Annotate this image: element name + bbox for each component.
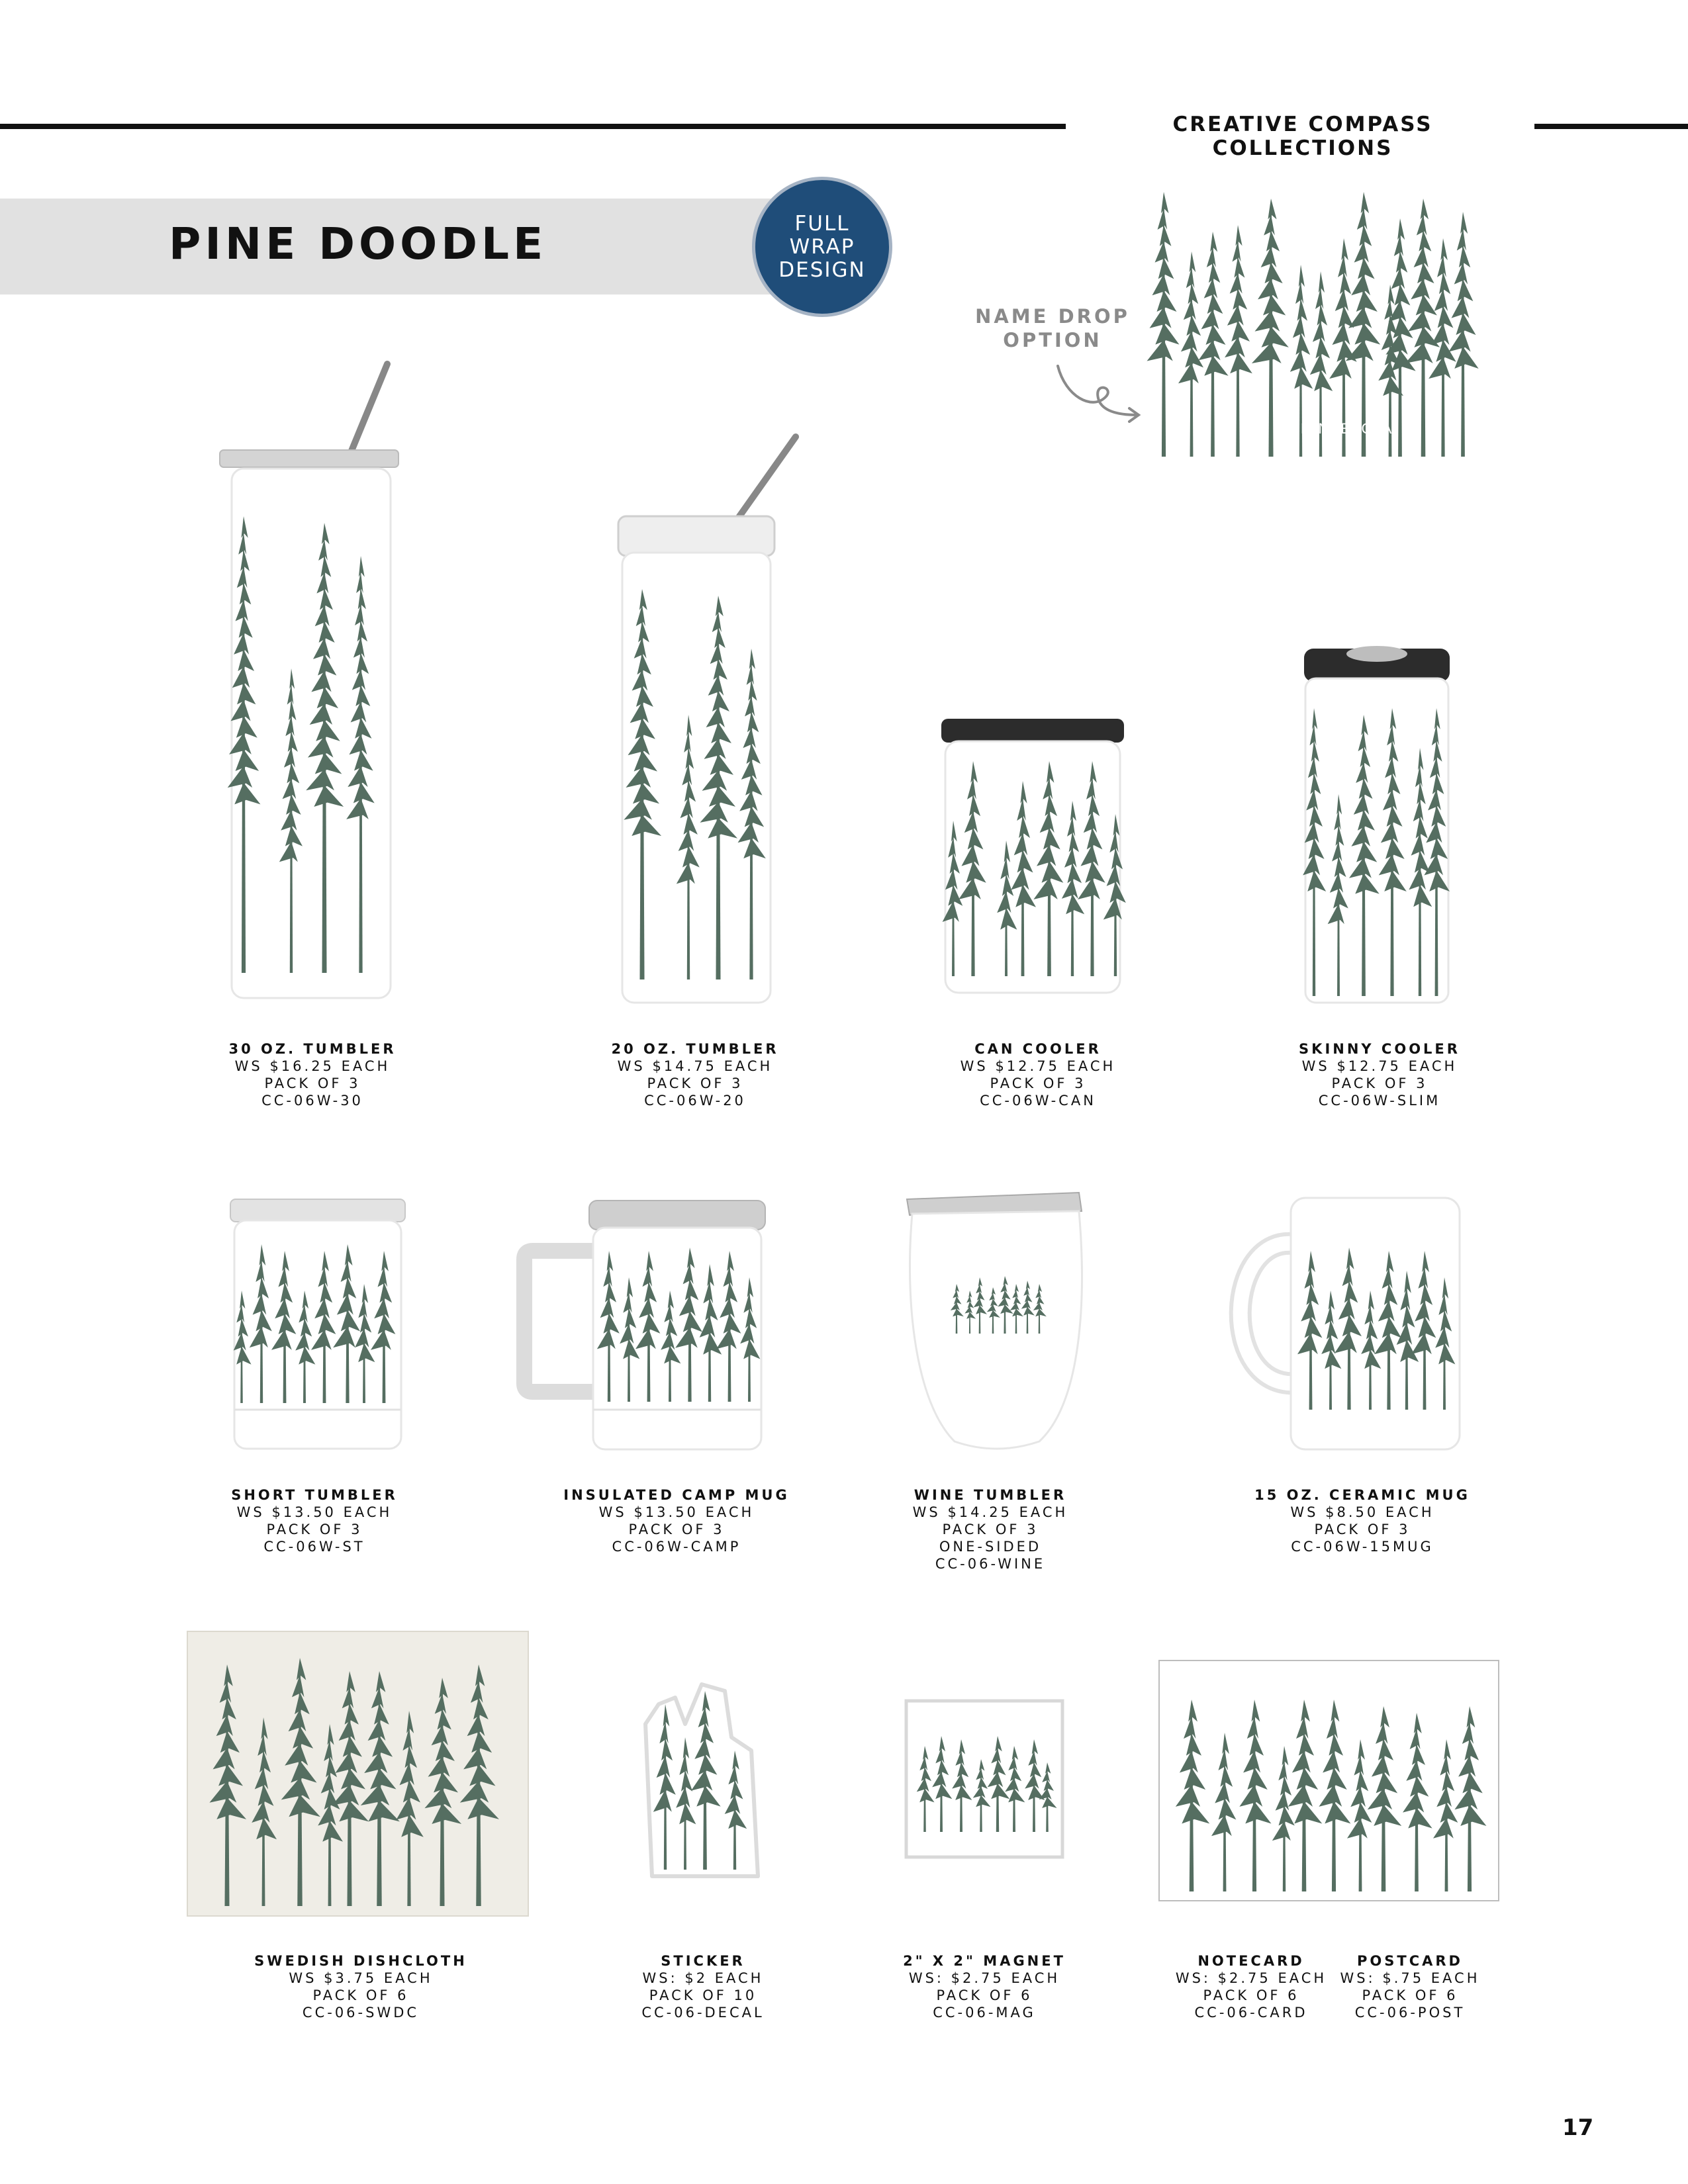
product-sku: CC-06W-SLIM <box>1318 1093 1441 1109</box>
full-wrap-badge <box>752 177 892 317</box>
product-sku: CC-06-POST <box>1354 2005 1466 2021</box>
header-rule-left <box>0 124 1066 129</box>
product-sku: CC-06W-30 <box>261 1093 363 1109</box>
caption-notecard <box>1152 1952 1350 2021</box>
product-pack: PACK OF 3 <box>628 1522 725 1537</box>
product-pack: PACK OF 6 <box>936 1987 1033 2003</box>
product-image-20oz-tumbler <box>602 430 788 1013</box>
product-price: WS: $.75 EACH <box>1340 1970 1480 1986</box>
product-name: SWEDISH DISHCLOTH <box>254 1953 467 1969</box>
product-name: NOTECARD <box>1197 1953 1305 1969</box>
design-preview <box>1152 192 1483 470</box>
product-sku: CC-06W-CAMP <box>612 1539 741 1555</box>
pine-tree-pattern <box>1147 192 1479 457</box>
product-pack: PACK OF 6 <box>1203 1987 1299 2003</box>
product-name: POSTCARD <box>1357 1953 1463 1969</box>
product-sku: CC-06-MAG <box>933 2005 1036 2021</box>
name-drop-label <box>953 304 1152 352</box>
caption-swedish-dishcloth <box>222 1952 500 2021</box>
product-name: 30 OZ. TUMBLER <box>228 1041 397 1057</box>
product-price: WS $12.75 EACH <box>1301 1058 1458 1074</box>
pine-tree-icon <box>1198 232 1228 457</box>
product-sku: CC-06-CARD <box>1194 2005 1308 2021</box>
product-price: WS $12.75 EACH <box>960 1058 1116 1074</box>
product-price: WS $3.75 EACH <box>289 1970 433 1986</box>
product-name: STICKER <box>661 1953 745 1969</box>
pine-tree-icon <box>1405 199 1440 457</box>
product-pack: PACK OF 3 <box>1331 1075 1428 1091</box>
caption-wine-tumbler <box>851 1486 1129 1572</box>
caption-sticker <box>564 1952 842 2021</box>
product-price: WS $13.50 EACH <box>598 1504 755 1520</box>
caption-skinny-cooler <box>1241 1040 1519 1109</box>
product-sku: CC-06W-ST <box>263 1539 365 1555</box>
product-name: 15 OZ. CERAMIC MUG <box>1254 1487 1470 1503</box>
caption-postcard <box>1327 1952 1493 2021</box>
caption-ceramic-mug <box>1223 1486 1501 1555</box>
product-name: CAN COOLER <box>974 1041 1102 1057</box>
pine-tree-icon <box>1448 212 1478 457</box>
badge-line-1: FULL <box>794 211 850 236</box>
product-note: ONE-SIDED <box>939 1539 1042 1555</box>
product-sku: CC-06-SWDC <box>302 2005 420 2021</box>
product-image-magnet <box>905 1700 1064 1858</box>
product-pack: PACK OF 3 <box>990 1075 1086 1091</box>
badge-line-3: DESIGN <box>778 257 866 282</box>
product-price: WS $8.50 EACH <box>1290 1504 1434 1520</box>
caption-can-cooler <box>899 1040 1177 1109</box>
page-number: 17 <box>1562 2115 1594 2141</box>
product-sku: CC-06W-CAN <box>980 1093 1096 1109</box>
product-image-can-cooler <box>933 708 1132 999</box>
product-image-ceramic-mug <box>1205 1191 1470 1456</box>
product-price: WS $13.50 EACH <box>236 1504 393 1520</box>
product-pack: PACK OF 3 <box>942 1522 1039 1537</box>
product-image-swedish-dishcloth <box>187 1631 528 1916</box>
product-name: SKINNY COOLER <box>1299 1041 1460 1057</box>
pine-tree-icon <box>1147 192 1180 457</box>
product-price: WS $14.75 EACH <box>617 1058 773 1074</box>
caption-magnet <box>845 1952 1123 2021</box>
pine-tree-icon <box>1252 199 1289 457</box>
product-price: WS $16.25 EACH <box>234 1058 391 1074</box>
product-pack: PACK OF 6 <box>312 1987 409 2003</box>
product-sku: CC-06-DECAL <box>641 2005 765 2021</box>
product-price: WS: $2.75 EACH <box>908 1970 1060 1986</box>
product-price: WS $14.25 EACH <box>912 1504 1068 1520</box>
product-sku: CC-06-WINE <box>935 1556 1046 1572</box>
product-price: WS: $2 EACH <box>642 1970 764 1986</box>
product-price: WS: $2.75 EACH <box>1175 1970 1327 1986</box>
header-rule-right <box>1534 124 1688 129</box>
product-sku: CC-06W-15MUG <box>1291 1539 1434 1555</box>
product-image-wine-tumbler <box>900 1185 1092 1463</box>
product-sku: CC-06W-20 <box>644 1093 746 1109</box>
pine-tree-icon <box>1225 225 1252 457</box>
product-image-short-tumbler <box>225 1191 410 1456</box>
product-name: INSULATED CAMP MUG <box>563 1487 790 1503</box>
product-name: SHORT TUMBLER <box>231 1487 398 1503</box>
product-image-skinny-cooler <box>1297 642 1456 1006</box>
collection-title: PINE DOODLE <box>169 218 547 269</box>
pine-tree-icon <box>1178 251 1203 457</box>
product-name: WINE TUMBLER <box>914 1487 1067 1503</box>
curly-arrow-icon <box>1053 361 1145 427</box>
caption-30oz-tumbler <box>173 1040 451 1109</box>
product-name: 20 OZ. TUMBLER <box>611 1041 779 1057</box>
caption-20oz-tumbler <box>556 1040 834 1109</box>
product-name: 2" X 2" MAGNET <box>903 1953 1066 1969</box>
product-pack: PACK OF 3 <box>264 1075 361 1091</box>
product-image-30oz-tumbler <box>212 357 410 1006</box>
badge-line-2: WRAP <box>789 234 855 259</box>
product-image-camp-mug <box>516 1191 774 1456</box>
product-pack: PACK OF 3 <box>1314 1522 1411 1537</box>
product-image-notecard <box>1158 1660 1499 1901</box>
product-pack: PACK OF 3 <box>647 1075 743 1091</box>
brand-name: CREATIVE COMPASS COLLECTIONS <box>1172 113 1433 160</box>
product-image-sticker <box>639 1678 771 1889</box>
caption-short-tumbler <box>175 1486 453 1555</box>
caption-camp-mug <box>538 1486 816 1555</box>
product-pack: PACK OF 6 <box>1362 1987 1458 2003</box>
name-drop-line-2: OPTION <box>1003 329 1102 351</box>
name-drop-line-1: NAME DROP <box>975 305 1130 328</box>
product-pack: PACK OF 10 <box>649 1987 757 2003</box>
name-drop-example: MINNESOTA <box>1301 420 1393 437</box>
product-pack: PACK OF 3 <box>266 1522 363 1537</box>
